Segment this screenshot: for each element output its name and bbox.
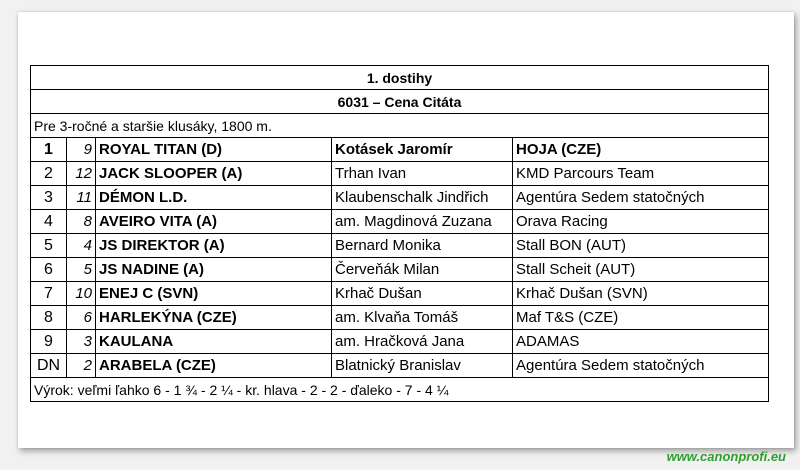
owner-name: ADAMAS	[513, 330, 769, 354]
owner-name: Krhač Dušan (SVN)	[513, 282, 769, 306]
driver-name: Krhač Dušan	[332, 282, 513, 306]
result-place: 3	[31, 186, 67, 210]
owner-name: Stall BON (AUT)	[513, 234, 769, 258]
start-number: 10	[67, 282, 96, 306]
table-row	[31, 186, 769, 210]
start-number: 5	[67, 258, 96, 282]
table-row	[31, 234, 769, 258]
result-place: 8	[31, 306, 67, 330]
horse-name: AVEIRO VITA (A)	[96, 210, 332, 234]
owner-name: Agentúra Sedem statočných	[513, 354, 769, 378]
horse-name: JS DIREKTOR (A)	[96, 234, 332, 258]
owner-name: Agentúra Sedem statočných	[513, 186, 769, 210]
driver-name: Trhan Ivan	[332, 162, 513, 186]
horse-name: KAULANA	[96, 330, 332, 354]
result-place: 4	[31, 210, 67, 234]
race-name: 6031 – Cena Citáta	[31, 90, 769, 114]
race-conditions-row	[31, 114, 769, 138]
owner-name: Orava Racing	[513, 210, 769, 234]
horse-name: ENEJ C (SVN)	[96, 282, 332, 306]
table-row	[31, 306, 769, 330]
horse-name: ARABELA (CZE)	[96, 354, 332, 378]
table-row	[31, 282, 769, 306]
driver-name: Klaubenschalk Jindřich	[332, 186, 513, 210]
result-place: 5	[31, 234, 67, 258]
result-place: 2	[31, 162, 67, 186]
table-row	[31, 138, 769, 162]
result-place: 7	[31, 282, 67, 306]
race-results-table	[30, 65, 769, 402]
race-name-row	[31, 90, 769, 114]
driver-name: am. Magdinová Zuzana	[332, 210, 513, 234]
verdict-row	[31, 378, 769, 402]
start-number: 8	[67, 210, 96, 234]
start-number: 3	[67, 330, 96, 354]
result-place: 1	[31, 138, 67, 162]
race-title-row	[31, 66, 769, 90]
owner-name: Maf T&S (CZE)	[513, 306, 769, 330]
race-verdict: Výrok: veľmi ľahko 6 - 1 ¾ - 2 ¼ - kr. hlava - 2 - 2 - ďaleko - 7 - 4 ¼	[31, 378, 769, 402]
result-place: 6	[31, 258, 67, 282]
start-number: 2	[67, 354, 96, 378]
driver-name: am. Klvaňa Tomáš	[332, 306, 513, 330]
race-conditions: Pre 3-ročné a staršie klusáky, 1800 m.	[31, 114, 769, 138]
result-place: 9	[31, 330, 67, 354]
driver-name: am. Hračková Jana	[332, 330, 513, 354]
table-row	[31, 330, 769, 354]
start-number: 4	[67, 234, 96, 258]
horse-name: ROYAL TITAN (D)	[96, 138, 332, 162]
table-row	[31, 354, 769, 378]
watermark: www.canonprofi.eu	[666, 449, 786, 464]
driver-name: Kotásek Jaromír	[332, 138, 513, 162]
result-place: DN	[31, 354, 67, 378]
horse-name: JACK SLOOPER (A)	[96, 162, 332, 186]
owner-name: HOJA (CZE)	[513, 138, 769, 162]
driver-name: Bernard Monika	[332, 234, 513, 258]
table-row	[31, 258, 769, 282]
driver-name: Blatnický Branislav	[332, 354, 513, 378]
start-number: 9	[67, 138, 96, 162]
horse-name: DÉMON L.D.	[96, 186, 332, 210]
owner-name: Stall Scheit (AUT)	[513, 258, 769, 282]
start-number: 11	[67, 186, 96, 210]
start-number: 6	[67, 306, 96, 330]
horse-name: JS NADINE (A)	[96, 258, 332, 282]
driver-name: Červeňák Milan	[332, 258, 513, 282]
race-title: 1. dostihy	[31, 66, 769, 90]
table-row	[31, 162, 769, 186]
horse-name: HARLEKÝNA (CZE)	[96, 306, 332, 330]
table-row	[31, 210, 769, 234]
owner-name: KMD Parcours Team	[513, 162, 769, 186]
start-number: 12	[67, 162, 96, 186]
